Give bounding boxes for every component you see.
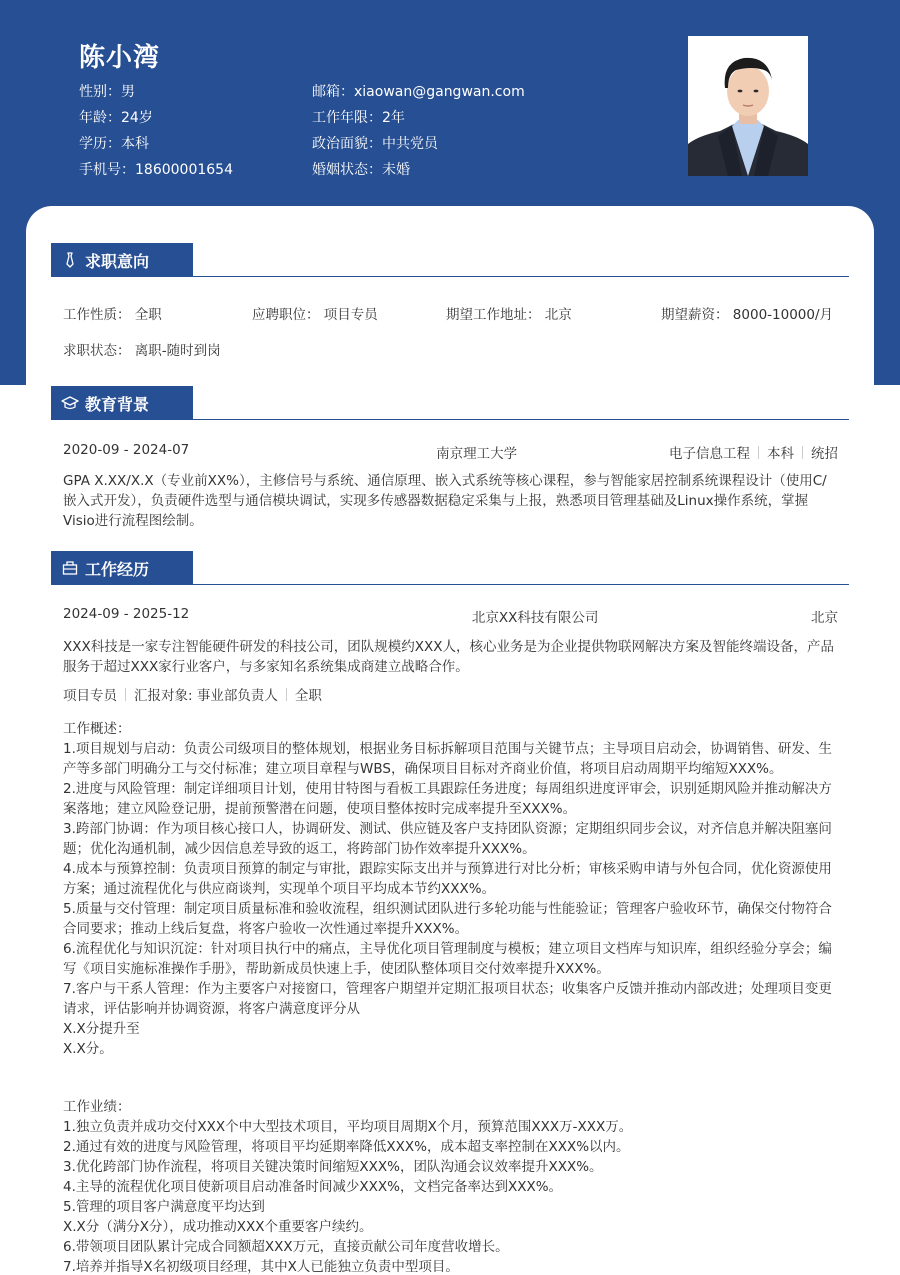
intent-status: 求职状态： 离职-随时到岗 xyxy=(63,343,221,359)
info-age: 年龄：24岁 xyxy=(79,110,153,126)
section-tab-job-intent xyxy=(51,243,193,277)
work-meta xyxy=(63,684,322,704)
overview-item: X.X分。 xyxy=(63,1041,113,1057)
portrait-illustration-icon xyxy=(688,36,808,176)
achievement-item: X.X分（满分X分），成功推动XXX个重要客户续约。 xyxy=(63,1219,373,1235)
overview-item: 2.进度与风险管理：制定详细项目计划，使用甘特图与看板工具跟踪任务进度；每周组织进度评审会，识别延期风险并推动解决方案落地；建立风险登记册，提前预警潜在问题，使项目整体按时完成率提升至XXX%。 xyxy=(63,781,832,817)
overview-title: 工作概述： xyxy=(63,721,131,737)
overview-item: 6.流程优化与知识沉淀：针对项目执行中的痛点，主导优化项目管理制度与模板；建立项目文档库与知识库，组织经验分享会；编写《项目实施标准操作手册》，帮助新成员快速上手，使团队整体项目交付效率提升XXX%。 xyxy=(63,941,832,977)
info-email: 邮箱：xiaowan@gangwan.com xyxy=(312,84,525,100)
section-header-work xyxy=(51,551,849,585)
work-row xyxy=(63,606,838,626)
divider xyxy=(125,688,126,701)
education-row xyxy=(63,442,838,462)
achievement-item: 3.优化跨部门协作流程，将项目关键决策时间缩短XXX%，团队沟通会议效率提升XXX%。 xyxy=(63,1159,603,1175)
work-company: 北京XX科技有限公司 xyxy=(471,610,599,626)
achievement-item: 5.管理的项目客户满意度平均达到 xyxy=(63,1199,265,1215)
section-title-work: 工作经历 xyxy=(85,559,150,579)
tie-icon xyxy=(61,251,79,269)
education-period: 2020-09 - 2024-07 xyxy=(63,442,190,458)
divider xyxy=(286,688,287,701)
achievement-item: 1.独立负责并成功交付XXX个中大型技术项目，平均项目周期X个月，预算范围XXX万-XXX万。 xyxy=(63,1119,633,1135)
achievement-item: 7.培养并指导X名初级项目经理，其中X人已能独立负责中型项目。 xyxy=(63,1259,459,1275)
education-school: 南京理工大学 xyxy=(436,446,518,462)
intent-work-type: 工作性质： 全职 xyxy=(63,307,162,323)
overview-item: 1.项目规划与启动：负责公司级项目的整体规划，根据业务目标拆解项目范围与关键节点；主导项目启动会，协调销售、研发、生产等多部门明确分工与交付标准；建立项目章程与WBS，确保项目目标对齐商业价值，将项目启动周期平均缩短XXX%。 xyxy=(63,741,832,777)
education-degree: 本科 xyxy=(767,446,794,462)
section-header-education xyxy=(51,386,849,420)
work-city: 北京 xyxy=(811,610,838,626)
work-role: 项目专员 xyxy=(63,688,117,704)
info-phone: 手机号：18600001654 xyxy=(79,162,233,178)
candidate-name: 陈小湾 xyxy=(79,43,161,73)
overview-item: 5.质量与交付管理：制定项目质量标准和验收流程，组织测试团队进行多轮功能与性能验证；管理客户验收环节，确保交付物符合合同要求；推动上线后复盘，将客户验收一次性通过率提升XXX%。 xyxy=(63,901,832,937)
overview-item: 7.客户与干系人管理：作为主要客户对接窗口，管理客户期望并定期汇报项目状态；收集客户反馈并推动内部改进；处理项目变更请求，评估影响并协调资源，将客户满意度评分从 xyxy=(63,981,832,1017)
achievements-title: 工作业绩： xyxy=(63,1099,131,1115)
profile-photo xyxy=(688,36,808,176)
work-achievements xyxy=(63,1097,838,1275)
section-title-education: 教育背景 xyxy=(85,394,150,414)
achievement-item: 2.通过有效的进度与风险管理，将项目平均延期率降低XXX%，成本超支率控制在XXX%以内。 xyxy=(63,1139,630,1155)
achievement-item: 4.主导的流程优化项目使新项目启动准备时间减少XXX%，文档完备率达到XXX%。 xyxy=(63,1179,563,1195)
work-report-to: 汇报对象: 事业部负责人 xyxy=(134,688,278,704)
section-header-job-intent xyxy=(51,243,849,277)
info-education: 学历：本科 xyxy=(79,136,149,152)
work-job-type: 全职 xyxy=(294,688,322,704)
work-company-description: XXX科技是一家专注智能硬件研发的科技公司，团队规模约XXX人，核心业务是为企业提供物联网解决方案及智能终端设备，产品服务于超过XXX家行业客户，与多家知名系统集成商建立战略合作。 xyxy=(63,639,834,675)
section-tab-work xyxy=(51,551,193,585)
intent-position: 应聘职位： 项目专员 xyxy=(252,307,378,323)
section-tab-education xyxy=(51,386,193,420)
divider xyxy=(802,446,803,459)
intent-location: 期望工作地址： 北京 xyxy=(446,307,572,323)
info-gender: 性别：男 xyxy=(79,84,135,100)
basic-info-left xyxy=(79,79,233,183)
graduation-cap-icon xyxy=(61,394,79,412)
overview-item: 4.成本与预算控制：负责项目预算的制定与审批，跟踪实际支出并与预算进行对比分析；审核采购申请与外包合同，优化资源使用方案；通过流程优化与供应商谈判，实现单个项目平均成本节约XXX%。 xyxy=(63,861,832,897)
work-period: 2024-09 - 2025-12 xyxy=(63,606,190,622)
divider xyxy=(758,446,759,459)
basic-info-right xyxy=(312,79,525,183)
education-major: 电子信息工程 xyxy=(669,446,750,462)
info-marital-status: 婚姻状态：未婚 xyxy=(312,162,410,178)
info-work-years: 工作年限：2年 xyxy=(312,110,405,126)
section-title-job-intent: 求职意向 xyxy=(85,251,150,271)
education-description: GPA X.XX/X.X（专业前XX%），主修信号与系统、通信原理、嵌入式系统等核心课程，参与智能家居控制系统课程设计（使用C/嵌入式开发），负责硬件选型与通信模块调试，实现多传感器数据稳定采集与上报，熟悉项目管理基础及Linux操作系统，掌握Visio进行流程图绘制。 xyxy=(63,473,827,529)
achievement-item: 6.带领项目团队累计完成合同额超XXX万元，直接贡献公司年度营收增长。 xyxy=(63,1239,509,1255)
work-overview xyxy=(63,719,838,1059)
education-details xyxy=(669,442,838,462)
info-political-status: 政治面貌：中共党员 xyxy=(312,136,438,152)
education-type: 统招 xyxy=(811,446,838,462)
briefcase-icon xyxy=(61,559,79,577)
overview-item: 3.跨部门协调：作为项目核心接口人，协调研发、测试、供应链及客户支持团队资源；定期组织同步会议，对齐信息并解决阻塞问题；优化沟通机制，减少因信息差导致的返工，将跨部门协作效率提升XXX%。 xyxy=(63,821,832,857)
intent-salary: 期望薪资： 8000-10000/月 xyxy=(661,307,834,323)
overview-item: X.X分提升至 xyxy=(63,1021,140,1037)
